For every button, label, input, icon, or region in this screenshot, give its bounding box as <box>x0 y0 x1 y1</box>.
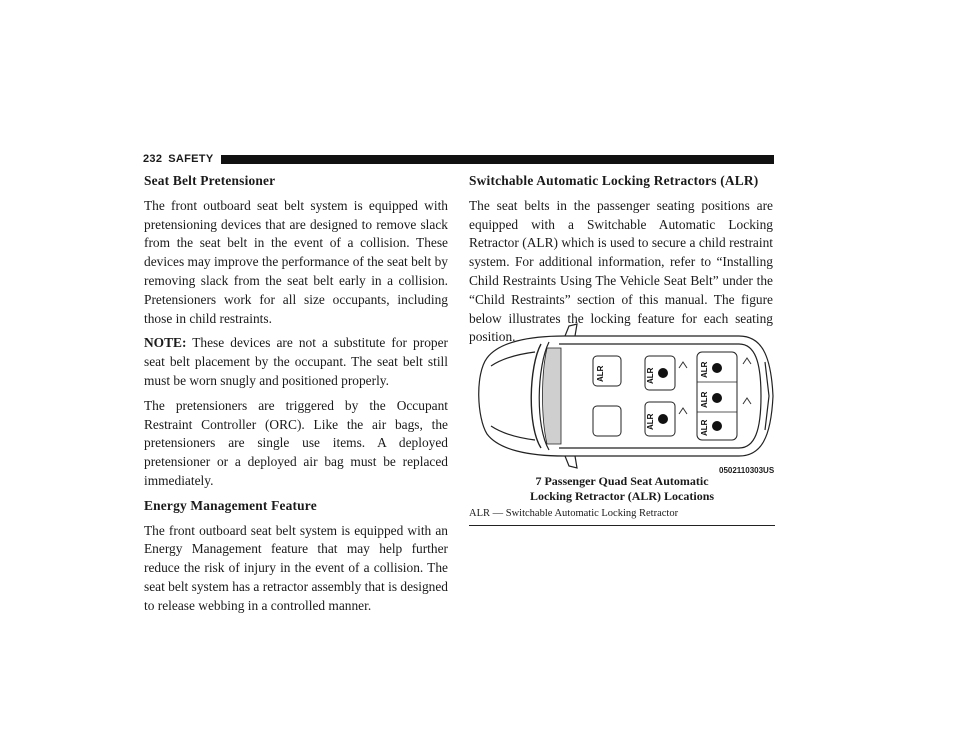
figure-caption <box>469 474 775 504</box>
header-rule <box>221 155 774 164</box>
note-label: NOTE: <box>144 335 187 351</box>
alr-label-3rd-bottom: ALR <box>700 419 709 436</box>
vehicle-top-view-illustration <box>469 318 775 476</box>
page-number: 232 <box>143 153 163 165</box>
paragraph-orc: The pretensioners are triggered by the Occupant Restraint Controller (ORC). Like the air bags, the pretensioners are single use items. A deployed pretensioner or a deployed air bag must be replaced immediately. <box>144 397 448 488</box>
heading-alr: Switchable Automatic Locking Retractors (ALR) <box>469 173 759 188</box>
section-title: SAFETY <box>168 153 214 165</box>
heading-seat-belt-pretensioner: Seat Belt Pretensioner <box>144 173 276 188</box>
heading-energy-management: Energy Management Feature <box>144 497 317 513</box>
vehicle-alr-diagram <box>469 318 775 476</box>
figure-legend: ALR — Switchable Automatic Locking Retractor <box>469 507 775 526</box>
caption-line-2: Locking Retractor (ALR) Locations <box>529 489 715 503</box>
figure-id: 0502110303US <box>719 466 775 475</box>
alr-label-2nd-left: ALR <box>646 367 655 384</box>
note-paragraph <box>144 334 448 390</box>
alr-label-3rd-mid: ALR <box>700 391 709 408</box>
paragraph-alr: The seat belts in the passenger seating positions are equipped with a Switchable Automatic Locking Retractor (ALR) which is used to secure a child restraint system. For additional information, refer to “Installing Child Restraints Using The Vehicle Seat Belt” under the “Child Restraints” section of this manual. The figure below illustrates the locking feature for each seating position. <box>469 197 773 345</box>
paragraph-pretensioner-intro: The front outboard seat belt system is equipped with pretensioning devices that are designed to remove slack from the seat belt in the event of a collision. These devices may improve the performance of the seat belt by removing slack from the seat belt early in a collision. Pretensioners work for all size occupants, including those in child restraints. <box>144 197 448 326</box>
alr-label-3rd-top: ALR <box>700 361 709 378</box>
alr-label-front: ALR <box>596 365 605 382</box>
note-text: These devices are not a substitute for proper seat belt placement by the occupant. The seat belt still must be worn snugly and positioned properly. <box>144 335 448 388</box>
page-header <box>143 153 774 165</box>
left-column <box>144 172 448 622</box>
caption-line-1: 7 Passenger Quad Seat Automatic <box>535 474 709 488</box>
alr-label-2nd-right: ALR <box>646 413 655 430</box>
paragraph-energy-management: The front outboard seat belt system is equipped with an Energy Management feature that may help further reduce the risk of injury in the event of a collision. The seat belt system has a retractor assembly that is designed to release webbing in a controlled manner. <box>144 522 448 613</box>
